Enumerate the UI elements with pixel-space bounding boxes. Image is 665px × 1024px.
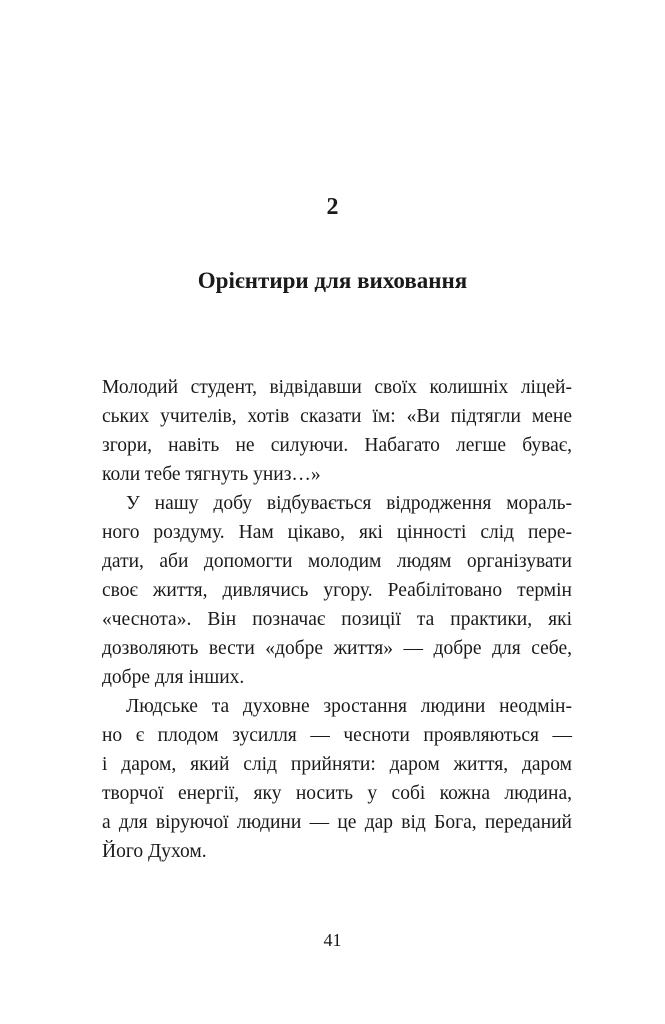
paragraph-1	[102, 373, 572, 489]
text-line: «чеснота». Він позначає позиції та практики, які	[102, 609, 572, 630]
text-line: творчої енергії, яку носить у собі кожна людина,	[102, 783, 572, 804]
text-line: Людське та духовне зростання людини неодмін-	[126, 696, 572, 717]
chapter-title: Орієнтири для виховання	[197, 268, 468, 293]
text-line: но є плодом зусилля — чесноти проявляються —	[102, 725, 572, 746]
text-line: У нашу добу відбувається відродження мораль-	[126, 493, 572, 514]
body-text	[102, 373, 572, 866]
paragraph-3	[102, 692, 572, 866]
text-line: ного роздуму. Нам цікаво, які цінності слід пере-	[102, 522, 572, 543]
text-line: а для віруючої людини — це дар від Бога, переданий	[102, 812, 572, 833]
paragraph-2	[102, 489, 572, 692]
text-line: Молодий студент, відвідавши своїх колишніх ліцей-	[102, 377, 572, 398]
text-line: коли тебе тягнуть униз…»	[102, 464, 321, 485]
text-line: добре для інших.	[102, 667, 245, 688]
text-line: Його Духом.	[102, 841, 207, 862]
text-line: дати, аби допомогти молодим людям організувати	[102, 551, 572, 572]
text-line: і даром, який слід прийняти: даром життя, даром	[102, 754, 572, 775]
text-line: дозволяють вести «добре життя» — добре для себе,	[102, 638, 572, 659]
text-line: ських учителів, хотів сказати їм: «Ви підтягли мене	[102, 406, 572, 427]
chapter-number: 2	[326, 194, 339, 220]
page-number: 41	[323, 930, 342, 950]
text-line: своє життя, дивлячись угору. Реабілітовано термін	[102, 580, 572, 601]
text-line: згори, навіть не силуючи. Набагато легше буває,	[102, 435, 572, 456]
